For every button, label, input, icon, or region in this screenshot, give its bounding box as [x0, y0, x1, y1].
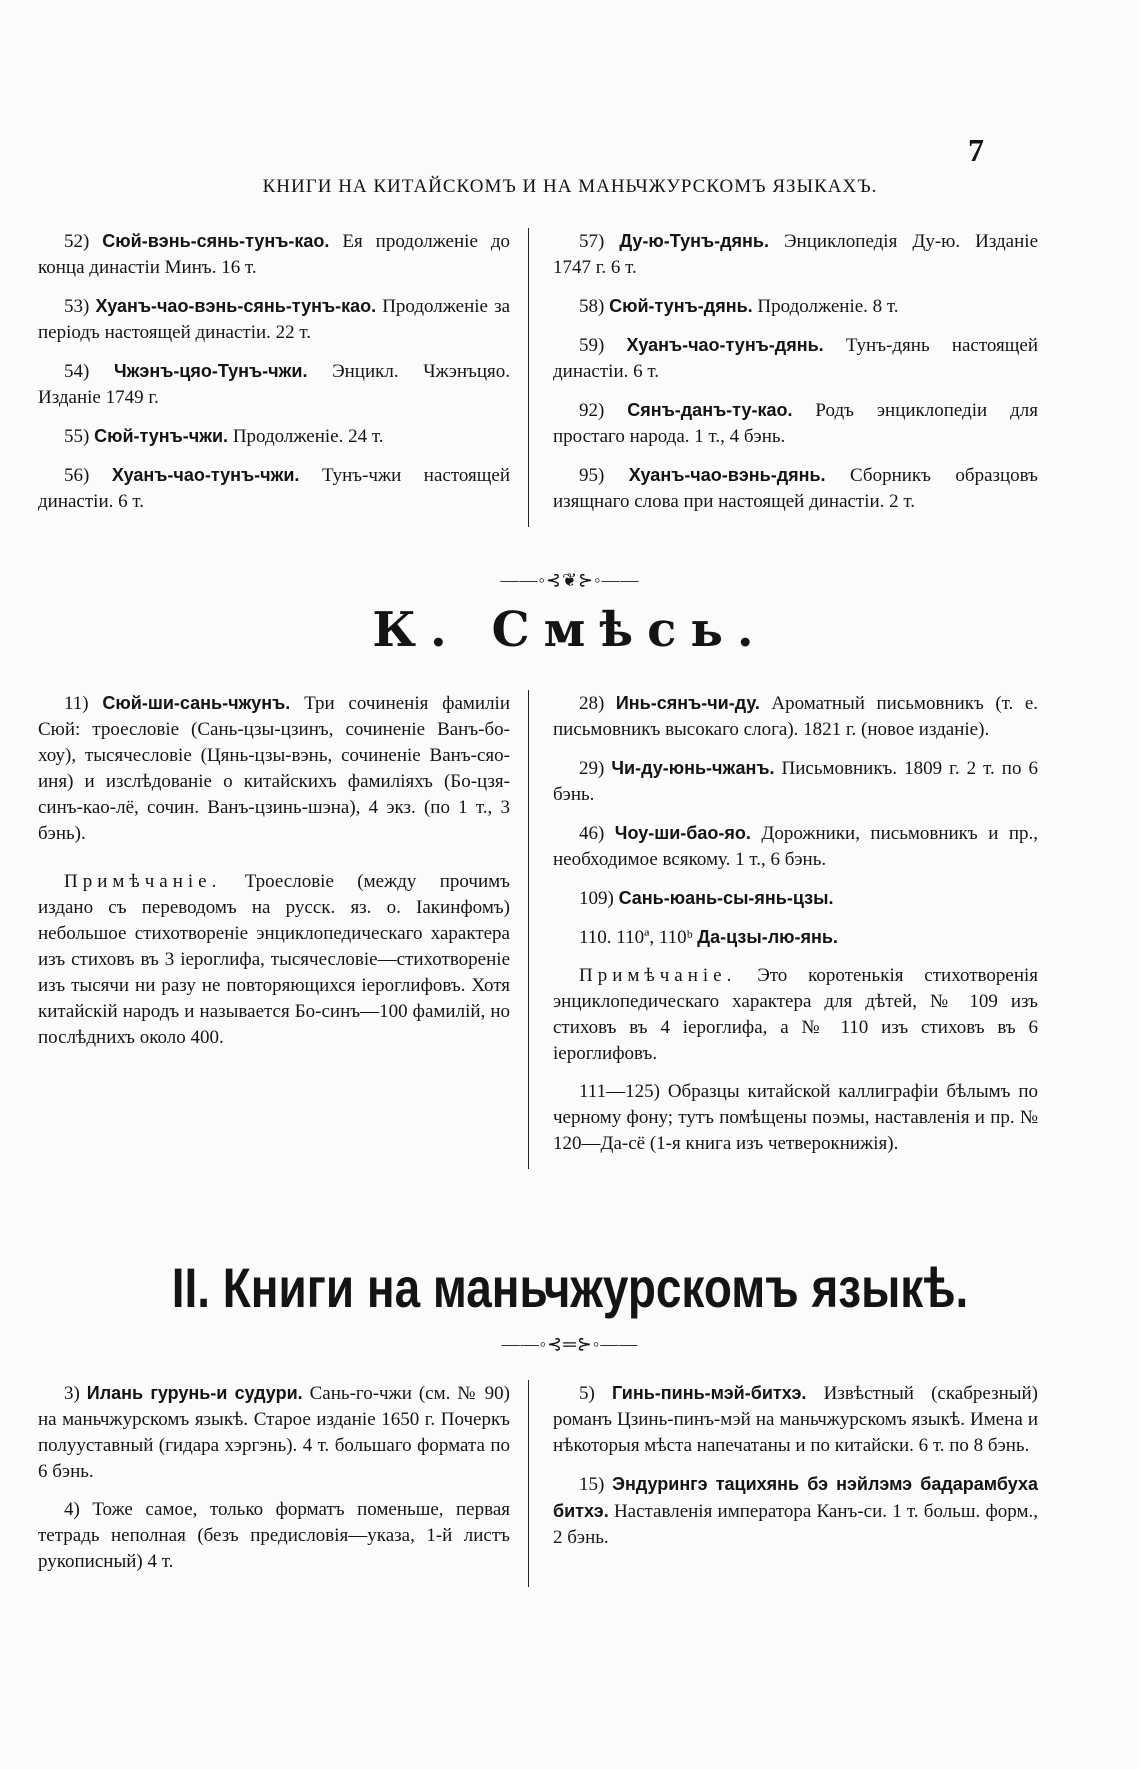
catalog-block-3 — [38, 1380, 1038, 1587]
catalog-entry — [38, 293, 510, 346]
entry-number: 59) — [579, 335, 605, 356]
right-column — [528, 1380, 1038, 1587]
entry-number: 52) — [64, 231, 90, 252]
entry-body: Сборникъ образцовъ изящнаго слова при настоящей династіи. 2 т. — [553, 465, 1038, 512]
catalog-entry — [553, 1380, 1038, 1459]
catalog-entry — [553, 332, 1038, 385]
note-label: Примѣчаніе. — [579, 965, 737, 986]
entry-title: Хуанъ-чао-вэнь-дянь. — [628, 465, 826, 485]
section-heading-ii: II. Книги на маньчжурскомъ языкѣ. — [171, 1256, 969, 1319]
note — [38, 869, 510, 1051]
entry-number: 111—125) — [579, 1081, 660, 1102]
right-column — [528, 690, 1038, 1169]
catalog-entry — [38, 1497, 510, 1575]
left-column — [38, 228, 528, 527]
entry-body: Продолженіе. 8 т. — [757, 296, 899, 317]
catalog-entry — [38, 462, 510, 515]
catalog-entry — [553, 820, 1038, 873]
entry-number: 53) — [64, 296, 90, 317]
running-head: КНИГИ НА КИТАЙСКОМЪ И НА МАНЬЧЖУРСКОМЪ ЯЗЫКАХЪ. — [262, 176, 878, 197]
ornament-divider: ——◦⊰❦⊱◦—— — [500, 570, 640, 590]
catalog-entry — [553, 924, 1038, 951]
entry-body: Тоже самое, только форматъ поменьше, первая тетрадь неполная (безъ предисловія—указа, 1-й листъ рукописный) 4 т. — [38, 1499, 511, 1572]
entry-title: Илань гурунь-и судури. — [86, 1383, 303, 1403]
entry-title: Сюй-тунъ-чжи. — [94, 426, 229, 446]
entry-title: Хуанъ-чао-тунъ-чжи. — [111, 465, 300, 485]
entry-number: 92) — [579, 400, 605, 421]
entry-number: 29) — [579, 758, 605, 779]
entry-title: Чи-ду-юнь-чжанъ. — [611, 758, 775, 778]
entry-body: Ароматный письмовникъ (т. е. письмовникъ высокаго слога). 1821 г. (новое изданіе). — [553, 693, 1038, 740]
entry-number: 11) — [64, 693, 89, 714]
catalog-entry — [553, 755, 1038, 808]
catalog-block-2 — [38, 690, 1038, 1169]
entry-body: Продолженіе. 24 т. — [232, 426, 384, 447]
entry-title: Да-цзы-лю-янь. — [697, 927, 838, 947]
note-body: Троесловіе (между прочимъ издано съ переводомъ на русск. яз. о. Іакинфомъ) небольшое стихотвореніе энциклопедическаго характера изъ стиховъ въ 3 іероглифа, тысячесловіе—стихотвореніе изъ тысячи ни разу не повторяющихся іероглифовъ. Хотя китайскій народъ и называется Бо-синъ—100 фамилій, но послѣднихъ около 400. — [38, 871, 511, 1048]
catalog-entry — [553, 1471, 1038, 1551]
note-body: Это коротенькія стихотворенія энциклопедическаго характера для дѣтей, № 109 изъ стиховъ въ 4 іероглифа, а № 110 изъ стиховъ въ 6 іероглифовъ. — [553, 965, 1039, 1064]
ornament-divider: ——◦⊰═⊱◦—— — [501, 1334, 639, 1354]
entry-title: Сянъ-данъ-ту-као. — [627, 400, 793, 420]
catalog-entry — [38, 1380, 510, 1485]
entry-number: 56) — [64, 465, 90, 486]
entry-title: Гинь-пинь-мэй-битхэ. — [612, 1383, 807, 1403]
catalog-entry — [553, 293, 1038, 320]
entry-title: Хуанъ-чао-вэнь-сянь-тунъ-као. — [95, 296, 377, 316]
catalog-entry — [38, 423, 510, 450]
entry-number: 54) — [64, 361, 90, 382]
entry-body: Ея продолженіе до конца династіи Минъ. 16 т. — [38, 231, 511, 278]
entry-body: Продолженіе за періодъ настоящей династіи. 22 т. — [38, 296, 511, 343]
entry-number: 109) — [579, 888, 614, 909]
entry-title: Инь-сянъ-чи-ду. — [615, 693, 760, 713]
entry-title: Чоу-ши-бао-яо. — [614, 823, 751, 843]
entry-body: Письмовникъ. 1809 г. 2 т. по 6 бэнь. — [553, 758, 1038, 805]
entry-number: 28) — [579, 693, 605, 714]
entry-body: Тунъ-дянь настоящей династіи. 6 т. — [553, 335, 1039, 382]
catalog-entry — [38, 228, 510, 281]
entry-body: Родъ энциклопедіи для простаго народа. 1 т., 4 бэнь. — [553, 400, 1039, 447]
catalog-entry — [38, 690, 510, 847]
entry-title: Сюй-вэнь-сянь-тунъ-као. — [102, 231, 330, 251]
entry-body: Образцы китайской каллиграфіи бѣлымъ по черному фону; тутъ помѣщены поэмы, наставленія и пр. № 120—Да-сё (1-я книга изъ четверокнижія). — [553, 1081, 1038, 1154]
catalog-block-1 — [38, 228, 1038, 527]
entry-title: Хуанъ-чао-тунъ-дянь. — [626, 335, 824, 355]
entry-number: 15) — [579, 1474, 605, 1495]
note — [553, 963, 1038, 1067]
catalog-entry — [553, 397, 1038, 450]
entry-body: Энциклопедія Ду-ю. Изданіе 1747 г. 6 т. — [553, 231, 1038, 278]
catalog-entry — [553, 462, 1038, 515]
entry-number: 46) — [579, 823, 605, 844]
entry-body: Тунъ-чжи настоящей династіи. 6 т. — [38, 465, 510, 512]
entry-title: Ду-ю-Тунъ-дянь. — [619, 231, 769, 251]
entry-title: Чжэнъ-цяо-Тунъ-чжи. — [113, 361, 308, 381]
entry-title: Сюй-ши-сань-чжунъ. — [102, 693, 291, 713]
entry-body: Дорожники, письмовникъ и пр., необходимое всякому. 1 т., 6 бэнь. — [553, 823, 1039, 870]
entry-number: 57) — [579, 231, 605, 252]
left-column — [38, 1380, 528, 1587]
entry-number: 55) — [64, 426, 90, 447]
entry-body: Энцикл. Чжэнъцяо. Изданіе 1749 г. — [38, 361, 511, 408]
entry-number: 95) — [579, 465, 605, 486]
entry-title: Сань-юань-сы-янь-цзы. — [618, 888, 834, 908]
catalog-entry — [553, 1079, 1038, 1157]
entry-number: 3) — [64, 1383, 80, 1404]
catalog-entry — [553, 885, 1038, 912]
catalog-entry — [553, 228, 1038, 281]
entry-number: 110. 110ª, 110ᵇ — [579, 927, 693, 948]
entry-title: Эндурингэ тацихянь бэ нэйлэмэ бадарамбуха битхэ. — [553, 1474, 1038, 1521]
entry-title: Сюй-тунъ-дянь. — [609, 296, 753, 316]
right-column — [528, 228, 1038, 527]
entry-number: 58) — [579, 296, 605, 317]
left-column — [38, 690, 528, 1169]
entry-body: Наставленія императора Канъ-си. 1 т. больш. форм., 2 бэнь. — [553, 1501, 1038, 1548]
entry-body: Сань-го-чжи (см. № 90) на маньчжурскомъ языкѣ. Старое изданіе 1650 г. Почеркъ полууставный (гидара хэргэнь). 4 т. большаго формата по 6 бэнь. — [38, 1383, 510, 1482]
entry-body: Три сочиненія фамиліи Сюй: троесловіе (Сань-цзы-цзинъ, сочиненіе Ванъ-бо-хоу), тысячесловіе (Цянь-цзы-вэнь, сочиненіе Ванъ-сяо-иня) и изслѣдованіе о китайскихъ фамиліяхъ (Бо-цзя-синъ-као-лё, сочин. Ванъ-цзинь-шэна), 4 экз. (по 1 т., 3 бэнь). — [38, 693, 510, 844]
section-heading-k: К. Смѣсь. — [372, 602, 768, 658]
catalog-entry — [38, 358, 510, 411]
note-label: Примѣчаніе. — [64, 871, 222, 892]
entry-body: Извѣстный (скабрезный) романъ Цзинь-пинъ-мэй на маньчжурскомъ языкѣ. Имена и нѣкоторыя мѣста напечатаны и по китайски. 6 т. по 8 бэнь. — [553, 1383, 1039, 1456]
entry-number: 4) — [64, 1499, 80, 1520]
entry-number: 5) — [579, 1383, 595, 1404]
page-number: 7 — [968, 132, 984, 168]
catalog-entry — [553, 690, 1038, 743]
